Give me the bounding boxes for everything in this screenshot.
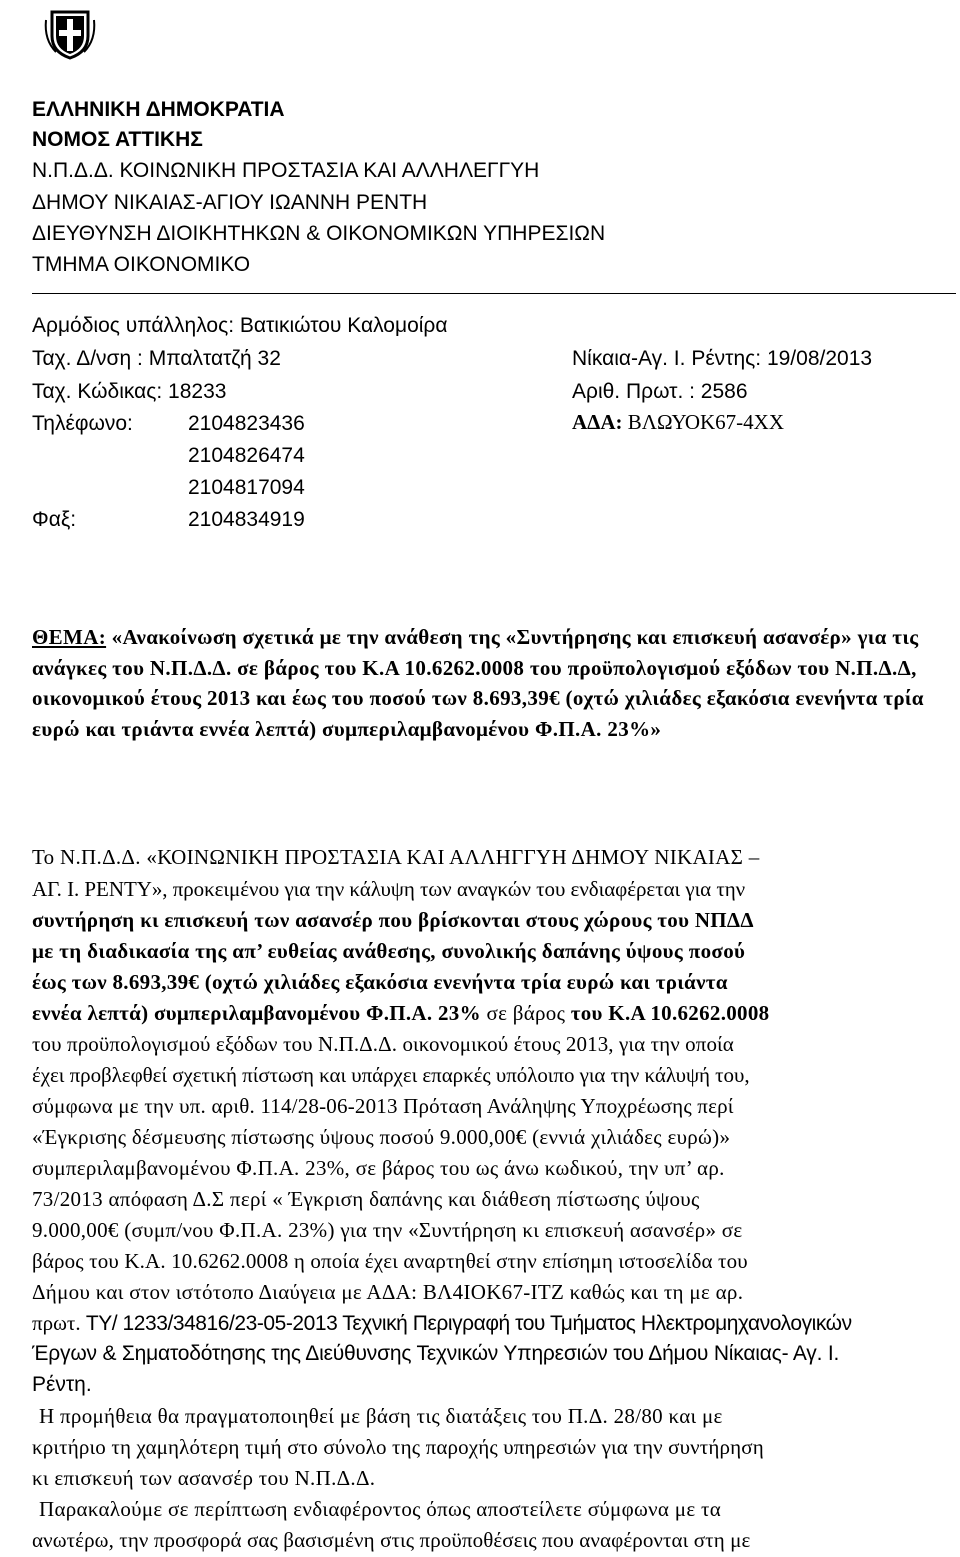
header-municipality: ΔΗΜΟΥ ΝΙΚΑΙΑΣ-ΑΓΙΟΥ ΙΩΑΝΝΗ ΡΕΝΤΗ bbox=[32, 191, 428, 214]
header-department: ΤΜΗΜΑ ΟΙΚΟΝΟΜΙΚΟ bbox=[32, 253, 251, 276]
place-and-date: Νίκαια-Αγ. Ι. Ρέντης: 19/08/2013 bbox=[572, 347, 873, 370]
body-line: Έργων & Σηματοδότησης της Διεύθυνσης Τεχνικών Υπηρεσιών του Δήμου Νίκαιας- Αγ. Ι. bbox=[32, 1342, 840, 1365]
body-line: συμπεριλαμβανομένου Φ.Π.Α. 23%, σε βάρος του ως άνω κωδικού, την υπ’ αρ. bbox=[32, 1156, 725, 1180]
body-line: σύμφωνα με την υπ. αριθ. 114/28-06-2013 Πρόταση Ανάληψης Υποχρέωσης περί bbox=[32, 1094, 734, 1118]
header-divider bbox=[32, 293, 956, 294]
body-line: βάρος του Κ.Α. 10.6262.0008 η οποία έχει αναρτηθεί στην επίσημη ιστοσελίδα του bbox=[32, 1249, 748, 1273]
phone-label: Τηλέφωνο: bbox=[32, 412, 133, 435]
body-line: 9.000,00€ (συμπ/νου Φ.Π.Α. 23%) για την «Συντήρηση κι επισκευή ασανσέρ» σε bbox=[32, 1218, 743, 1242]
subject-text: «Ανακοίνωση σχετικά με την ανάθεση της «Συντήρησης και επισκευή ασανσέρ» για τις ανάγκες του Ν.Π.Δ.Δ. σε βάρος του Κ.Α 10.6262.0008 του προϋπολογισμού εξόδων του Ν.Π.Δ.Δ, οικονομικού έτους 2013 και έως του ποσού των 8.693,39€ (οχτώ χιλιάδες εξακόσια ενενήντα τρία ευρώ και τριάντα εννέα λεπτά) συμπεριλαμβανομένου Φ.Π.Α. 23%» bbox=[32, 625, 924, 741]
body-fragment: ΤΥ/ 1233/34816/23-05-2013 Τεχνική Περιγραφή του Τμήματος Ηλεκτρομηχανολογικών bbox=[85, 1312, 852, 1335]
body-line: έως των 8.693,39€ (οχτώ χιλιάδες εξακόσια ενενήντα τρία ευρώ και τριάντα bbox=[32, 970, 728, 994]
body-fragment: εννέα λεπτά) συμπεριλαμβανομένου Φ.Π.Α. 23% bbox=[32, 1001, 481, 1025]
body-line: με τη διαδικασία της απ’ ευθείας ανάθεσης, συνολικής δαπάνης ύψους ποσού bbox=[32, 939, 746, 963]
ada-code bbox=[572, 410, 784, 435]
body-line: κι επισκευή των ασανσέρ του Ν.Π.Δ.Δ. bbox=[32, 1466, 376, 1490]
ada-label: ΑΔΑ: bbox=[572, 410, 623, 434]
body-line: Παρακαλούμε σε περίπτωση ενδιαφέροντος όπως αποστείλετε σύμφωνα με τα bbox=[39, 1497, 722, 1521]
body-line: Ρέντη. bbox=[32, 1373, 92, 1396]
body-line: συντήρηση κι επισκευή των ασανσέρ που βρίσκονται στους χώρους του ΝΠΔΔ bbox=[32, 908, 754, 932]
body-line: του προϋπολογισμού εξόδων του Ν.Π.Δ.Δ. οικονομικού έτους 2013, για την οποία bbox=[32, 1032, 734, 1056]
body-line: Το Ν.Π.Δ.Δ. «ΚΟΙΝΩΝΙΚΗ ΠΡΟΣΤΑΣΙΑ ΚΑΙ ΑΛΛΗΓΓΥΗ ΔΗΜΟΥ ΝΙΚΑΙΑΣ – bbox=[32, 845, 760, 869]
fax-label: Φαξ: bbox=[32, 508, 77, 531]
body-line: Δήμου και στον ιστότοπο Διαύγεια με ΑΔΑ: ΒΛ4ΙΟΚ67-ΙΤΖ καθώς και τη με αρ. bbox=[32, 1280, 744, 1304]
body-line: Η προμήθεια θα πραγματοποιηθεί με βάση τις διατάξεις του Π.Δ. 28/80 και με bbox=[39, 1404, 723, 1428]
body-line: «Έγκρισης δέσμευσης πίστωσης ύψους ποσού 9.000,00€ (εννιά χιλιάδες ευρώ)» bbox=[32, 1125, 731, 1149]
body-fragment: του Κ.Α 10.6262.0008 bbox=[570, 1001, 770, 1025]
body-line: έχει προβλεφθεί σχετική πίστωση και υπάρχει επαρκές υπόλοιπο για την κάλυψή του, bbox=[32, 1063, 750, 1087]
body-line: κριτήριο τη χαμηλότερη τιμή στο σύνολο της παροχής υπηρεσιών για την συντήρηση bbox=[32, 1435, 764, 1459]
postal-code: Ταχ. Κώδικας: 18233 bbox=[32, 380, 227, 403]
greek-coat-of-arms-icon bbox=[42, 6, 98, 62]
body-fragment: πρωτ. bbox=[32, 1311, 86, 1335]
header-entity: Ν.Π.Δ.Δ. ΚΟΙΝΩΝΙΚΗ ΠΡΟΣΤΑΣΙΑ ΚΑΙ ΑΛΛΗΛΕΓΓΥΗ bbox=[32, 159, 540, 182]
body-line: 73/2013 απόφαση Δ.Σ περί « Έγκριση δαπάνης και διάθεση πίστωσης ύψους bbox=[32, 1187, 700, 1211]
ada-value: ΒΛΩΥΟΚ67-4ΧΧ bbox=[622, 410, 784, 434]
fax-number: 2104834919 bbox=[188, 508, 305, 531]
body-line: ανωτέρω, την προσφορά σας βασισμένη στις προϋποθέσεις που αναφέρονται στη με bbox=[32, 1528, 751, 1552]
header-country: ΕΛΛΗΝΙΚΗ ΔΗΜΟΚΡΑΤΙΑ bbox=[32, 98, 285, 121]
phone-number-2: 2104826474 bbox=[188, 444, 305, 467]
phone-number-1: 2104823436 bbox=[188, 412, 305, 435]
body-line: ΑΓ. Ι. ΡΕΝΤΥ», προκειμένου για την κάλυψη των αναγκών του ενδιαφέρεται για την bbox=[32, 877, 746, 901]
body-line bbox=[32, 1311, 852, 1336]
protocol-number: Αριθ. Πρωτ. : 2586 bbox=[572, 380, 748, 403]
phone-number-3: 2104817094 bbox=[188, 476, 305, 499]
header-directorate: ΔΙΕΥΘΥΝΣΗ ΔΙΟΙΚΗΤΗΚΩΝ & ΟΙΚΟΝΟΜΙΚΩΝ ΥΠΗΡΕΣΙΩΝ bbox=[32, 222, 606, 245]
body-line bbox=[32, 1001, 769, 1026]
postal-address: Ταχ. Δ/νση : Μπαλτατζή 32 bbox=[32, 347, 281, 370]
header-prefecture: ΝΟΜΟΣ ΑΤΤΙΚΗΣ bbox=[32, 128, 203, 151]
subject-label: ΘΕΜΑ: bbox=[32, 625, 107, 649]
responsible-officer: Αρμόδιος υπάλληλος: Βατικιώτου Καλομοίρα bbox=[32, 314, 448, 337]
body-fragment: σε βάρος bbox=[480, 1001, 571, 1025]
subject-paragraph bbox=[32, 622, 940, 744]
